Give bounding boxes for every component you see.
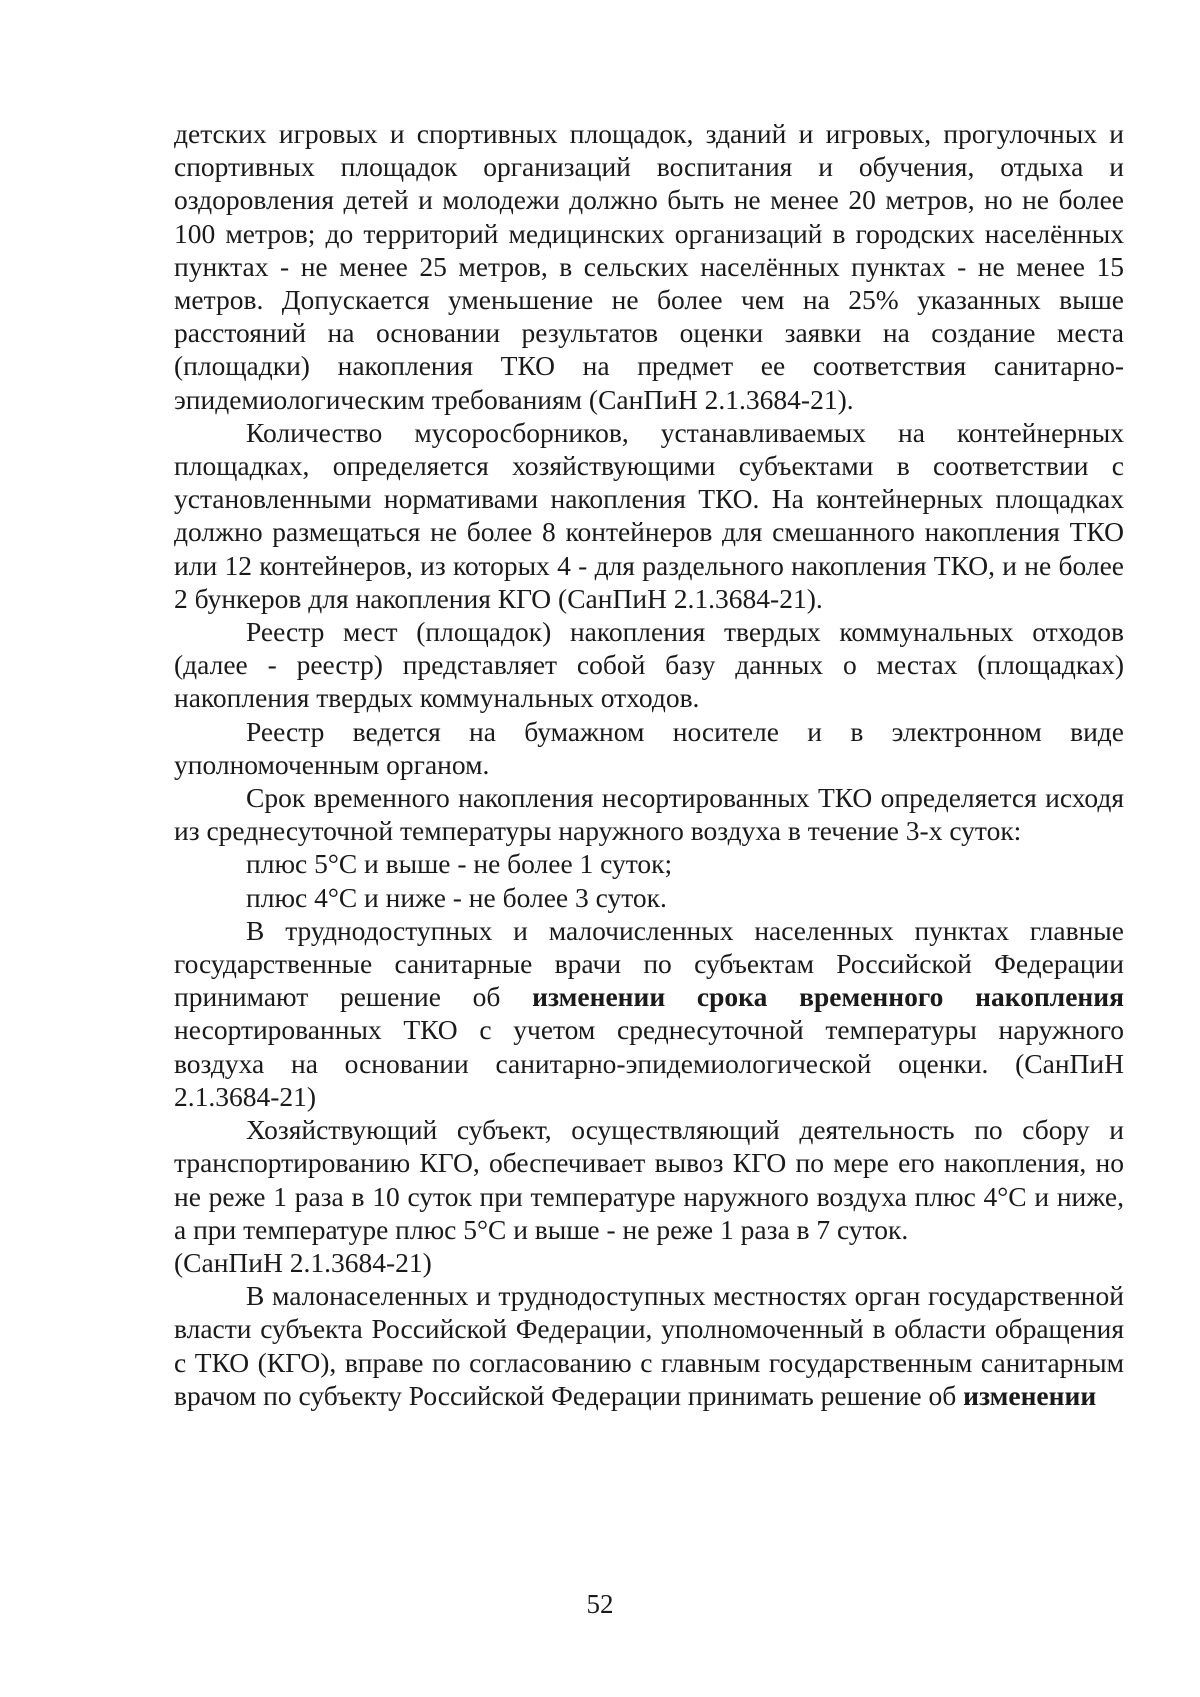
list-item-cold: плюс 4°С и ниже - не более 3 суток. <box>246 881 667 913</box>
authority-decision-text: В малонаселенных и труднодоступных местностях орган государственной власти субъекта Российской Федерации, уполномоченный в области обращения с ТКО (КГО), вправе по согласованию с главным государственным санитарным врачом по субъекту Российской Федерации принимать решение об <box>174 1280 1124 1411</box>
remote-settlements-text-end: несортированных ТКО с учетом среднесуточной температуры наружного воздуха на основании санитарно-эпидемиологической оценки. (СанПиН 2.1.3684-21) <box>174 1014 1124 1112</box>
paragraph-bulky-waste-removal: Хозяйствующий субъект, осуществляющий деятельность по сбору и транспортированию КГО, обеспечивает вывоз КГО по мере его накопления, но не реже 1 раза в 10 суток при температуре наружного воздуха плюс 4°С и ниже, а при температуре плюс 5°С и выше - не реже 1 раза в 7 суток. <box>174 1114 1124 1245</box>
paragraph-authority-decision <box>174 1279 1124 1412</box>
list-item-warm: плюс 5°С и выше - не более 1 суток; <box>246 848 673 880</box>
paragraph-storage-period: Срок временного накопления несортированных ТКО определяется исходя из среднесуточной температуры наружного воздуха в течение 3-х суток: <box>174 782 1124 847</box>
remote-settlements-text-start: В труднодоступных и малочисленных населенных пунктах главные государственные санитарные врачи по субъектам Российской Федерации принимают решение об <box>174 914 1124 1013</box>
document-page <box>174 117 1124 1412</box>
paragraph-remote-settlements <box>174 914 1124 1113</box>
paragraph-container-count: Количество мусоросборников, устанавливаемых на контейнерных площадках, определяется хозяйствующими субъектами в соответствии с установленными нормативами накопления ТКО. На контейнерных площадках должно размещаться не более 8 контейнеров для смешанного накопления ТКО или 12 контейнеров, из которых 4 - для раздельного накопления ТКО, и не более 2 бункеров для накопления КГО (СанПиН 2.1.3684-21). <box>174 416 1124 614</box>
paragraph-registry-keeping: Реестр ведется на бумажном носителе и в электронном виде уполномоченным органом. <box>174 715 1124 780</box>
paragraph-distance-requirements: детских игровых и спортивных площадок, зданий и игровых, прогулочных и спортивных площадок организаций воспитания и обучения, отдыха и оздоровления детей и молодежи должно быть не менее 20 метров, но не более 100 метров; до территорий медицинских организаций в городских населённых пунктах - не менее 25 метров, в сельских населённых пунктах - не менее 15 метров. Допускается уменьшение не более чем на 25% указанных выше расстояний на основании результатов оценки заявки на создание места (площадки) накопления ТКО на предмет ее соответствия санитарно-эпидемиологическим требованиям (СанПиН 2.1.3684-21). <box>174 118 1124 415</box>
remote-settlements-emphasis: изменении срока временного накопления <box>532 981 1124 1013</box>
paragraph-sanpin-reference: (СанПиН 2.1.3684-21) <box>174 1246 432 1278</box>
authority-decision-emphasis: изменении <box>963 1379 1097 1411</box>
paragraph-registry-definition: Реестр мест (площадок) накопления твердых коммунальных отходов (далее - реестр) представляет собой базу данных о местах (площадках) накопления твердых коммунальных отходов. <box>174 616 1124 714</box>
page-number: 52 <box>586 1589 614 1619</box>
